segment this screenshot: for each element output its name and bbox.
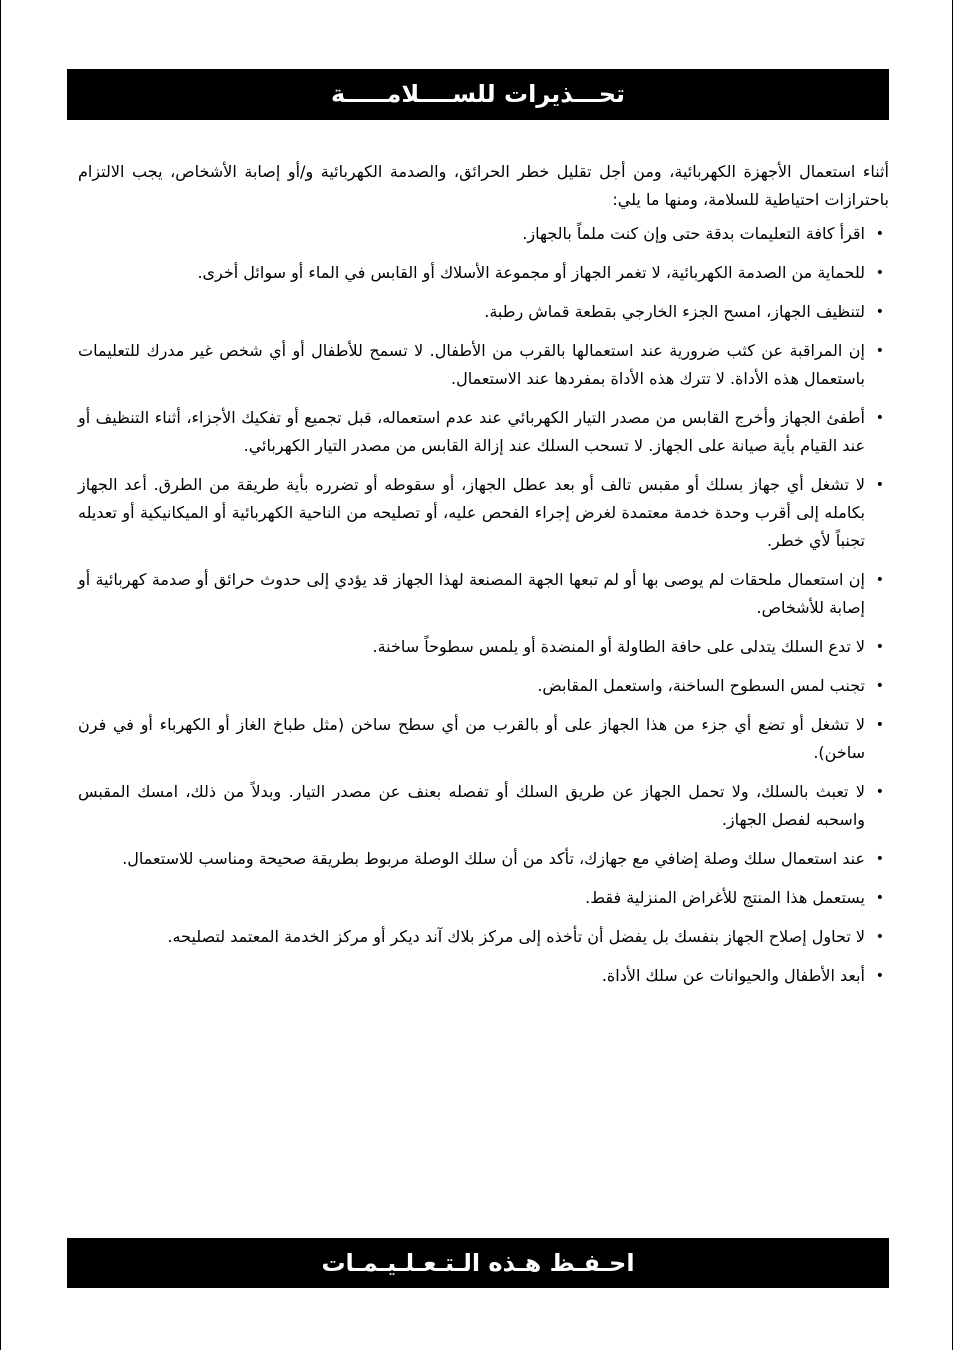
bullet-icon: •	[875, 784, 884, 800]
warning-item	[78, 884, 889, 912]
warning-item	[78, 337, 889, 393]
bullet-icon: •	[875, 968, 884, 984]
bullet-icon: •	[875, 678, 884, 694]
warning-text: لا تشغل أو تضع أي جزء من هذا الجهاز على أو بالقرب من أي سطح ساخن (مثل طباخ الغاز أو الكهرباء أو في فرن ساخن).	[78, 715, 865, 762]
warning-text: اقرأ كافة التعليمات بدقة حتى وإن كنت ملماً بالجهاز.	[522, 224, 865, 243]
warning-text: أبعد الأطفال والحيوانات عن سلك الأداة.	[601, 966, 865, 985]
warning-item	[78, 404, 889, 460]
bullet-icon: •	[875, 304, 884, 320]
intro-paragraph: أثناء استعمال الأجهزة الكهربائية، ومن أجل تقليل خطر الحرائق، والصدمة الكهربائية و/أو إصابة الأشخاص، يجب الالتزام باحترازات احتياطية للسلامة، ومنها ما يلي:	[78, 162, 889, 209]
bullet-icon: •	[875, 929, 884, 945]
safety-content	[78, 158, 889, 1001]
warning-item	[78, 633, 889, 661]
bullet-icon: •	[875, 226, 884, 242]
warning-text: تجنب لمس السطوح الساخنة، واستعمل المقابض.	[537, 676, 865, 695]
bullet-icon: •	[875, 477, 884, 493]
warning-text: إن استعمال ملحقات لم يوصى بها أو لم تبعها الجهة المصنعة لهذا الجهاز قد يؤدي إلى حدوث حرائق أو صدمة كهربائية أو إصابة للأشخاص.	[78, 570, 865, 617]
page-title: تحـــذيرات للســــلامـــــة	[67, 69, 889, 120]
warning-text: لا تدع السلك يتدلى على حافة الطاولة أو المنضدة أو يلمس سطوحاً ساخنة.	[372, 637, 865, 656]
warning-text: يستعمل هذا المنتج للأغراض المنزلية فقط.	[585, 888, 865, 907]
bullet-icon: •	[875, 410, 884, 426]
warning-item	[78, 220, 889, 248]
warning-item	[78, 298, 889, 326]
warning-item	[78, 672, 889, 700]
warning-text: لا تعبث بالسلك، ولا تحمل الجهاز عن طريق السلك أو تفصله بعنف عن مصدر التيار. وبدلاً من ذلك، امسك المقبس واسحبه لفصل الجهاز.	[78, 782, 865, 829]
warning-text: لتنظيف الجهاز، امسح الجزء الخارجي بقطعة قماش رطبة.	[484, 302, 865, 321]
warning-text: لا تحاول إصلاح الجهاز بنفسك بل يفضل أن تأخذه إلى مركز بلاك آند ديكر أو مركز الخدمة المعتمد لتصليحه.	[167, 927, 865, 946]
warning-item	[78, 923, 889, 951]
warning-item	[78, 778, 889, 834]
warning-text: لا تشغل أي جهاز بسلك أو مقبس تالف أو بعد عطل الجهاز، أو سقوطه أو تضرره بأية طريقة من الطرق. أعد الجهاز بكامله إلى أقرب وحدة خدمة معتمدة لغرض إجراء الفحص عليه، أو تصليحه من الناحية الكهربائية أو الميكانيكية أو تعديله تجنباً لأي خطر.	[78, 475, 865, 550]
warning-item	[78, 259, 889, 287]
bullet-icon: •	[875, 265, 884, 281]
bullet-icon: •	[875, 343, 884, 359]
warning-item	[78, 711, 889, 767]
warning-item	[78, 471, 889, 555]
warning-item	[78, 566, 889, 622]
warning-text: عند استعمال سلك وصلة إضافي مع جهازك، تأكد من أن سلك الوصلة مربوط بطريقة صحيحة ومناسب للاستعمال.	[122, 849, 865, 868]
bullet-icon: •	[875, 890, 884, 906]
warning-text: أطفئ الجهاز وأخرج القابس من مصدر التيار الكهربائي عند عدم استعماله، قبل تجميع أو تفكيك الأجزاء، أثناء التنظيف أو عند القيام بأية صيانة على الجهاز. لا تسحب السلك عند إزالة القابس من مصدر التيار الكهربائي.	[78, 408, 865, 455]
warning-text: للحماية من الصدمة الكهربائية، لا تغمر الجهاز أو مجموعة الأسلاك أو القابس في الماء أو سوائل أخرى.	[197, 263, 865, 282]
bullet-icon: •	[875, 639, 884, 655]
warning-text: إن المراقبة عن كثب ضرورية عند استعمالها بالقرب من الأطفال. لا تسمح للأطفال أو أي شخص غير مدرك للتعليمات باستعمال هذه الأداة. لا تترك هذه الأداة بمفردها عند الاستعمال.	[78, 341, 865, 388]
bullet-icon: •	[875, 717, 884, 733]
warning-item	[78, 962, 889, 990]
warning-item	[78, 845, 889, 873]
warnings-list	[78, 220, 889, 990]
bullet-icon: •	[875, 572, 884, 588]
save-instructions-banner: احـفـظ هـذه الـتـعـلـيـمـات	[67, 1238, 889, 1288]
bullet-icon: •	[875, 851, 884, 867]
